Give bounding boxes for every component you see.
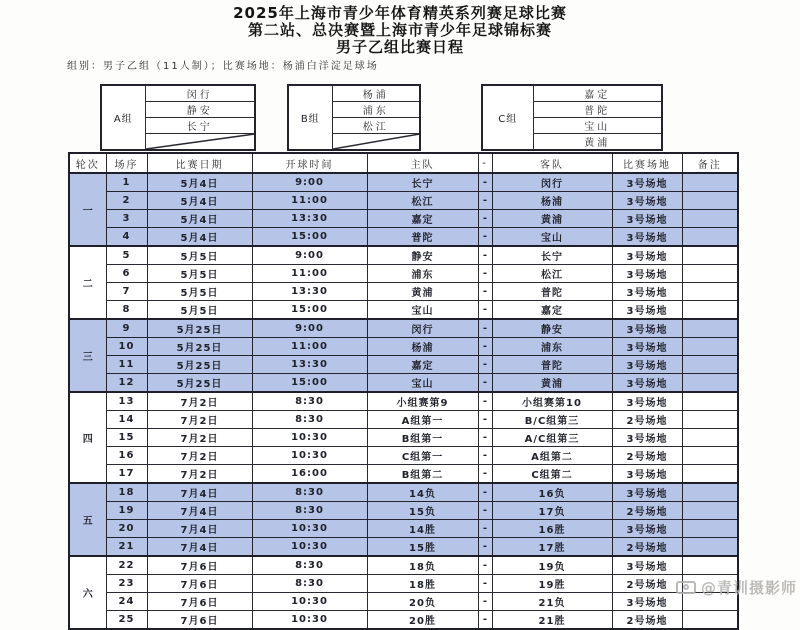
schedule-table xyxy=(68,152,739,630)
cell-vs: - xyxy=(478,173,492,192)
cell-venue: 3号场地 xyxy=(612,356,682,374)
match-row xyxy=(69,173,738,192)
match-row xyxy=(69,338,738,356)
cell-vs: - xyxy=(478,593,492,611)
schedule-header-row xyxy=(69,153,738,173)
column-header: 客队 xyxy=(492,153,612,173)
group-table-3 xyxy=(481,84,663,151)
cell-vs: - xyxy=(478,520,492,538)
cell-venue: 3号场地 xyxy=(612,465,682,484)
cell-date: 5月5日 xyxy=(147,265,252,283)
cell-venue: 3号场地 xyxy=(612,556,682,575)
cell-no: 15 xyxy=(106,429,147,447)
cell-away: 长宁 xyxy=(492,246,612,265)
match-row xyxy=(69,374,738,393)
cell-away: 浦东 xyxy=(492,338,612,356)
cell-date: 7月6日 xyxy=(147,575,252,593)
cell-note xyxy=(682,392,738,411)
cell-note xyxy=(682,338,738,356)
round-label: 五 xyxy=(69,483,106,556)
cell-date: 7月2日 xyxy=(147,429,252,447)
cell-time: 11:00 xyxy=(252,265,367,283)
cell-date: 5月25日 xyxy=(147,338,252,356)
cell-venue: 2号场地 xyxy=(612,502,682,520)
match-row xyxy=(69,483,738,502)
cell-home: 嘉定 xyxy=(367,210,478,228)
cell-venue: 3号场地 xyxy=(612,483,682,502)
cell-vs: - xyxy=(478,483,492,502)
cell-time: 8:30 xyxy=(252,502,367,520)
round-label: 六 xyxy=(69,556,106,629)
cell-note xyxy=(682,538,738,557)
cell-vs: - xyxy=(478,447,492,465)
cell-home: 嘉定 xyxy=(367,356,478,374)
cell-venue: 3号场地 xyxy=(612,265,682,283)
match-row xyxy=(69,520,738,538)
cell-date: 7月6日 xyxy=(147,593,252,611)
cell-no: 11 xyxy=(106,356,147,374)
cell-no: 10 xyxy=(106,338,147,356)
cell-home: 静安 xyxy=(367,246,478,265)
cell-date: 5月25日 xyxy=(147,319,252,338)
group-team: 宝山 xyxy=(533,118,662,134)
column-header: 开球时间 xyxy=(252,153,367,173)
cell-venue: 3号场地 xyxy=(612,374,682,393)
cell-home: C组第一 xyxy=(367,447,478,465)
cell-away: B/C组第三 xyxy=(492,411,612,429)
cell-date: 7月2日 xyxy=(147,392,252,411)
cell-time: 10:30 xyxy=(252,429,367,447)
match-row xyxy=(69,192,738,210)
group-label: A组 xyxy=(101,85,145,150)
match-row xyxy=(69,228,738,247)
group-label: B组 xyxy=(288,85,332,150)
cell-venue: 2号场地 xyxy=(612,575,682,593)
cell-home: 18负 xyxy=(367,556,478,575)
cell-no: 2 xyxy=(106,192,147,210)
cell-time: 13:30 xyxy=(252,210,367,228)
cell-no: 20 xyxy=(106,520,147,538)
cell-home: 闵行 xyxy=(367,319,478,338)
cell-venue: 2号场地 xyxy=(612,447,682,465)
cell-no: 5 xyxy=(106,246,147,265)
cell-date: 5月5日 xyxy=(147,283,252,301)
cell-venue: 3号场地 xyxy=(612,301,682,320)
cell-venue: 3号场地 xyxy=(612,192,682,210)
match-row xyxy=(69,356,738,374)
group-team: 杨浦 xyxy=(332,85,420,102)
cell-venue: 3号场地 xyxy=(612,392,682,411)
watermark-text: @青训摄影师 xyxy=(700,579,797,597)
cell-vs: - xyxy=(478,502,492,520)
cell-vs: - xyxy=(478,210,492,228)
cell-time: 11:00 xyxy=(252,192,367,210)
cell-away: 静安 xyxy=(492,319,612,338)
cell-away: 普陀 xyxy=(492,283,612,301)
cell-away: 黄浦 xyxy=(492,374,612,393)
cell-no: 24 xyxy=(106,593,147,611)
cell-no: 18 xyxy=(106,483,147,502)
match-row xyxy=(69,265,738,283)
cell-away: 16负 xyxy=(492,483,612,502)
cell-date: 5月4日 xyxy=(147,210,252,228)
match-row xyxy=(69,575,738,593)
cell-away: 嘉定 xyxy=(492,301,612,320)
group-team: 长宁 xyxy=(145,118,255,134)
match-row xyxy=(69,392,738,411)
cell-note xyxy=(682,319,738,338)
cell-vs: - xyxy=(478,465,492,484)
group-table-2 xyxy=(287,84,421,151)
cell-time: 10:30 xyxy=(252,593,367,611)
cell-away: 松江 xyxy=(492,265,612,283)
cell-date: 5月4日 xyxy=(147,192,252,210)
cell-date: 5月4日 xyxy=(147,228,252,247)
cell-home: 普陀 xyxy=(367,228,478,247)
cell-note xyxy=(682,283,738,301)
cell-note xyxy=(682,246,738,265)
cell-time: 8:30 xyxy=(252,556,367,575)
cell-time: 11:00 xyxy=(252,338,367,356)
cell-home: 14负 xyxy=(367,483,478,502)
match-row xyxy=(69,210,738,228)
match-row xyxy=(69,301,738,320)
cell-home: B组第二 xyxy=(367,465,478,484)
cell-away: 杨浦 xyxy=(492,192,612,210)
cell-vs: - xyxy=(478,192,492,210)
cell-note xyxy=(682,429,738,447)
cell-no: 6 xyxy=(106,265,147,283)
match-row xyxy=(69,538,738,557)
group-empty-slot-diagonal xyxy=(145,134,255,151)
cell-vs: - xyxy=(478,556,492,575)
cell-time: 10:30 xyxy=(252,447,367,465)
cell-venue: 3号场地 xyxy=(612,283,682,301)
cell-no: 16 xyxy=(106,447,147,465)
cell-away: A组第二 xyxy=(492,447,612,465)
column-header: 比赛日期 xyxy=(147,153,252,173)
cell-home: 14胜 xyxy=(367,520,478,538)
cell-no: 17 xyxy=(106,465,147,484)
cell-time: 8:30 xyxy=(252,575,367,593)
column-header: 轮次 xyxy=(69,153,106,173)
cell-note xyxy=(682,611,738,630)
cell-vs: - xyxy=(478,575,492,593)
cell-time: 8:30 xyxy=(252,411,367,429)
cell-away: C组第二 xyxy=(492,465,612,484)
cell-no: 14 xyxy=(106,411,147,429)
cell-vs: - xyxy=(478,319,492,338)
cell-vs: - xyxy=(478,611,492,630)
cell-note xyxy=(682,301,738,320)
cell-home: B组第一 xyxy=(367,429,478,447)
match-row xyxy=(69,319,738,338)
cell-away: 19负 xyxy=(492,556,612,575)
cell-venue: 2号场地 xyxy=(612,611,682,630)
group-team: 静安 xyxy=(145,102,255,118)
cell-away: 黄浦 xyxy=(492,210,612,228)
group-team: 闵行 xyxy=(145,85,255,102)
cell-away: 闵行 xyxy=(492,173,612,192)
cell-note xyxy=(682,192,738,210)
round-label: 四 xyxy=(69,392,106,483)
cell-date: 7月2日 xyxy=(147,465,252,484)
cell-note xyxy=(682,483,738,502)
schedule-body xyxy=(69,173,738,629)
cell-venue: 3号场地 xyxy=(612,210,682,228)
cell-note xyxy=(682,228,738,247)
cell-no: 9 xyxy=(106,319,147,338)
cell-no: 23 xyxy=(106,575,147,593)
cell-no: 7 xyxy=(106,283,147,301)
cell-vs: - xyxy=(478,283,492,301)
cell-no: 3 xyxy=(106,210,147,228)
cell-venue: 3号场地 xyxy=(612,429,682,447)
cell-time: 9:00 xyxy=(252,173,367,192)
cell-away: 19胜 xyxy=(492,575,612,593)
cell-vs: - xyxy=(478,265,492,283)
cell-away: 17负 xyxy=(492,502,612,520)
cell-vs: - xyxy=(478,411,492,429)
cell-note xyxy=(682,502,738,520)
round-label: 三 xyxy=(69,319,106,392)
cell-date: 7月6日 xyxy=(147,611,252,630)
cell-note xyxy=(682,173,738,192)
cell-home: 20负 xyxy=(367,593,478,611)
cell-time: 8:30 xyxy=(252,392,367,411)
cell-venue: 3号场地 xyxy=(612,228,682,247)
cell-time: 9:00 xyxy=(252,319,367,338)
cell-no: 12 xyxy=(106,374,147,393)
cell-home: 20胜 xyxy=(367,611,478,630)
group-team: 浦东 xyxy=(332,102,420,118)
cell-no: 8 xyxy=(106,301,147,320)
column-header: 主队 xyxy=(367,153,478,173)
match-row xyxy=(69,502,738,520)
round-label: 二 xyxy=(69,246,106,319)
cell-date: 7月4日 xyxy=(147,538,252,557)
cell-note xyxy=(682,447,738,465)
title-line-1: 2025年上海市青少年体育精英系列赛足球比赛 xyxy=(233,4,567,22)
match-row xyxy=(69,447,738,465)
cell-home: 松江 xyxy=(367,192,478,210)
cell-date: 5月5日 xyxy=(147,301,252,320)
cell-venue: 3号场地 xyxy=(612,173,682,192)
cell-note xyxy=(682,210,738,228)
match-row xyxy=(69,611,738,630)
cell-time: 9:00 xyxy=(252,246,367,265)
group-row xyxy=(101,85,255,102)
cell-date: 7月2日 xyxy=(147,447,252,465)
cell-date: 7月6日 xyxy=(147,556,252,575)
cell-home: 18胜 xyxy=(367,575,478,593)
match-row xyxy=(69,465,738,484)
group-team: 普陀 xyxy=(533,102,662,118)
cell-home: 长宁 xyxy=(367,173,478,192)
cell-note xyxy=(682,411,738,429)
cell-vs: - xyxy=(478,246,492,265)
group-team: 松江 xyxy=(332,118,420,134)
cell-note xyxy=(682,575,738,593)
title-line-3: 男子乙组比赛日程 xyxy=(335,38,464,56)
match-row xyxy=(69,246,738,265)
cell-note xyxy=(682,356,738,374)
column-header: 比赛场地 xyxy=(612,153,682,173)
cell-home: 浦东 xyxy=(367,265,478,283)
cell-home: 黄浦 xyxy=(367,283,478,301)
cell-home: 杨浦 xyxy=(367,338,478,356)
cell-date: 5月25日 xyxy=(147,356,252,374)
cell-venue: 2号场地 xyxy=(612,411,682,429)
match-row xyxy=(69,593,738,611)
cell-note xyxy=(682,520,738,538)
cell-venue: 3号场地 xyxy=(612,520,682,538)
cell-time: 10:30 xyxy=(252,520,367,538)
cell-vs: - xyxy=(478,538,492,557)
cell-home: 宝山 xyxy=(367,301,478,320)
group-label: C组 xyxy=(482,85,533,150)
cell-vs: - xyxy=(478,338,492,356)
cell-no: 4 xyxy=(106,228,147,247)
cell-venue: 2号场地 xyxy=(612,538,682,557)
cell-note xyxy=(682,265,738,283)
cell-time: 15:00 xyxy=(252,301,367,320)
round-label: 一 xyxy=(69,173,106,246)
cell-away: 宝山 xyxy=(492,228,612,247)
cell-away: 21负 xyxy=(492,593,612,611)
cell-note xyxy=(682,556,738,575)
cell-date: 7月4日 xyxy=(147,502,252,520)
cell-no: 21 xyxy=(106,538,147,557)
cell-date: 5月25日 xyxy=(147,374,252,393)
cell-vs: - xyxy=(478,301,492,320)
cell-no: 25 xyxy=(106,611,147,630)
cell-date: 5月5日 xyxy=(147,246,252,265)
cell-vs: - xyxy=(478,374,492,393)
cell-time: 10:30 xyxy=(252,538,367,557)
title-block xyxy=(0,5,800,56)
cell-home: 小组赛第9 xyxy=(367,392,478,411)
group-table-1 xyxy=(100,84,256,151)
cell-no: 22 xyxy=(106,556,147,575)
cell-vs: - xyxy=(478,429,492,447)
cell-time: 10:30 xyxy=(252,611,367,630)
match-row xyxy=(69,556,738,575)
cell-venue: 3号场地 xyxy=(612,319,682,338)
cell-time: 15:00 xyxy=(252,374,367,393)
cell-home: 15胜 xyxy=(367,538,478,557)
cell-time: 15:00 xyxy=(252,228,367,247)
cell-away: 普陀 xyxy=(492,356,612,374)
cell-home: 宝山 xyxy=(367,374,478,393)
group-row xyxy=(288,85,420,102)
cell-date: 7月4日 xyxy=(147,483,252,502)
cell-note xyxy=(682,374,738,393)
match-row xyxy=(69,283,738,301)
cell-vs: - xyxy=(478,356,492,374)
cell-time: 13:30 xyxy=(252,283,367,301)
column-header: - xyxy=(478,153,492,173)
cell-away: 17胜 xyxy=(492,538,612,557)
cell-vs: - xyxy=(478,392,492,411)
cell-time: 8:30 xyxy=(252,483,367,502)
info-line: 组别：男子乙组（11人制）；比赛场地：杨浦白洋淀足球场 xyxy=(67,61,379,72)
group-row xyxy=(482,85,662,102)
column-header: 场序 xyxy=(106,153,147,173)
match-row xyxy=(69,411,738,429)
group-empty-slot-diagonal xyxy=(332,134,420,151)
group-team: 黄浦 xyxy=(533,134,662,151)
cell-venue: 3号场地 xyxy=(612,593,682,611)
cell-time: 16:00 xyxy=(252,465,367,484)
group-team: 嘉定 xyxy=(533,85,662,102)
title-line-2: 第二站、总决赛暨上海市青少年足球锦标赛 xyxy=(247,21,552,39)
cell-note xyxy=(682,593,738,611)
cell-no: 19 xyxy=(106,502,147,520)
cell-time: 13:30 xyxy=(252,356,367,374)
cell-home: 15负 xyxy=(367,502,478,520)
cell-away: 21胜 xyxy=(492,611,612,630)
cell-note xyxy=(682,465,738,484)
cell-no: 13 xyxy=(106,392,147,411)
cell-venue: 3号场地 xyxy=(612,246,682,265)
cell-away: 16胜 xyxy=(492,520,612,538)
cell-vs: - xyxy=(478,228,492,247)
cell-no: 1 xyxy=(106,173,147,192)
match-row xyxy=(69,429,738,447)
cell-date: 7月2日 xyxy=(147,411,252,429)
cell-date: 7月4日 xyxy=(147,520,252,538)
cell-away: 小组赛第10 xyxy=(492,392,612,411)
column-header: 备注 xyxy=(682,153,738,173)
cell-home: A组第一 xyxy=(367,411,478,429)
cell-away: A/C组第三 xyxy=(492,429,612,447)
cell-venue: 3号场地 xyxy=(612,338,682,356)
cell-date: 5月4日 xyxy=(147,173,252,192)
